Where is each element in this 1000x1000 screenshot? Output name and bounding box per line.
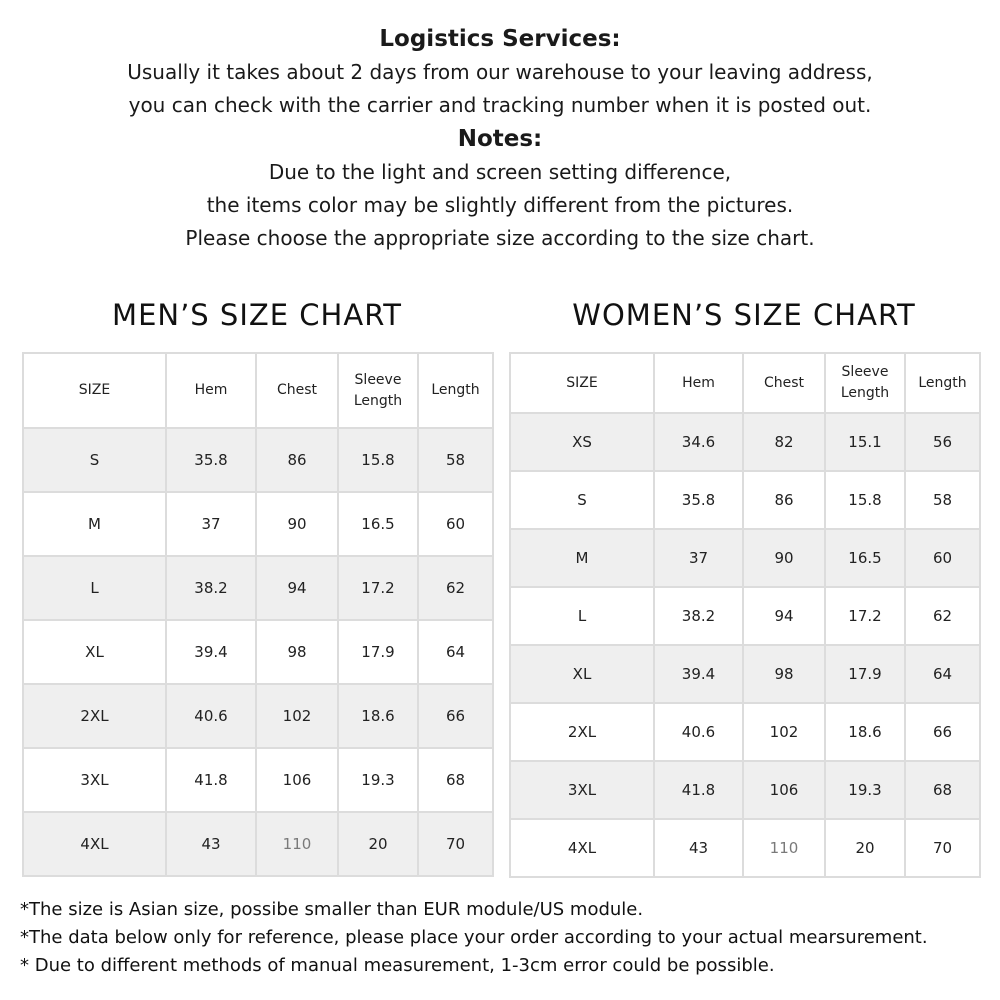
cell-sleeve-length: 16.5 xyxy=(825,529,905,587)
cell-hem: 38.2 xyxy=(166,556,256,620)
cell-length: 70 xyxy=(418,812,493,876)
column-header-text: Chest xyxy=(763,374,805,391)
cell-hem: 43 xyxy=(654,819,743,877)
cell-size: S xyxy=(510,471,654,529)
cell-size: M xyxy=(23,492,166,556)
notes-title: Notes: xyxy=(457,126,543,152)
cell-chest: 98 xyxy=(743,645,825,703)
table-row xyxy=(23,428,493,492)
table-row xyxy=(23,620,493,684)
cell-size: 2XL xyxy=(510,703,654,761)
cell-hem: 37 xyxy=(166,492,256,556)
cell-sleeve-length: 19.3 xyxy=(338,748,418,812)
cell-sleeve-length: 16.5 xyxy=(338,492,418,556)
cell-length: 60 xyxy=(418,492,493,556)
cell-sleeve-length: 20 xyxy=(825,819,905,877)
cell-size: 4XL xyxy=(510,819,654,877)
column-header-text: Length xyxy=(918,374,967,391)
cell-chest: 94 xyxy=(256,556,338,620)
cell-hem: 35.8 xyxy=(166,428,256,492)
column-header-length xyxy=(905,353,980,413)
cell-hem: 43 xyxy=(166,812,256,876)
cell-hem: 39.4 xyxy=(166,620,256,684)
cell-size: L xyxy=(510,587,654,645)
cell-chest: 82 xyxy=(743,413,825,471)
cell-hem: 39.4 xyxy=(654,645,743,703)
cell-length: 56 xyxy=(905,413,980,471)
cell-size: 4XL xyxy=(23,812,166,876)
cell-sleeve-length: 15.8 xyxy=(825,471,905,529)
notes-line-1: Due to the light and screen setting difference, xyxy=(268,160,732,184)
table-row xyxy=(23,748,493,812)
column-header-text: Hem xyxy=(682,374,715,391)
cell-sleeve-length: 17.2 xyxy=(338,556,418,620)
cell-length: 64 xyxy=(418,620,493,684)
notes-line-2: the items color may be slightly different from the pictures. xyxy=(206,193,794,217)
footer-note-2: *The data below only for reference, please place your order according to your actual mearsurement. xyxy=(20,927,928,948)
cell-hem: 35.8 xyxy=(654,471,743,529)
cell-sleeve-length: 19.3 xyxy=(825,761,905,819)
table-row xyxy=(510,471,980,529)
men-size-table xyxy=(22,352,494,877)
cell-length: 66 xyxy=(905,703,980,761)
cell-hem: 41.8 xyxy=(654,761,743,819)
cell-sleeve-length: 15.1 xyxy=(825,413,905,471)
cell-hem: 40.6 xyxy=(166,684,256,748)
column-header-length xyxy=(418,353,493,428)
cell-length: 68 xyxy=(418,748,493,812)
cell-sleeve-length: 20 xyxy=(338,812,418,876)
cell-sleeve-length: 17.2 xyxy=(825,587,905,645)
cell-length: 58 xyxy=(905,471,980,529)
cell-length: 60 xyxy=(905,529,980,587)
cell-sleeve-length: 18.6 xyxy=(338,684,418,748)
logistics-line-2: you can check with the carrier and tracking number when it is posted out. xyxy=(128,93,872,117)
column-header-chest xyxy=(256,353,338,428)
cell-length: 62 xyxy=(418,556,493,620)
column-header-chest xyxy=(743,353,825,413)
notes-line-3: Please choose the appropriate size according to the size chart. xyxy=(185,226,815,250)
column-header-text: Length xyxy=(431,382,480,398)
cell-size: 3XL xyxy=(23,748,166,812)
footer-note-1: *The size is Asian size, possibe smaller than EUR module/US module. xyxy=(20,899,644,920)
table-row xyxy=(510,761,980,819)
table-row xyxy=(510,529,980,587)
cell-size: XS xyxy=(510,413,654,471)
cell-chest: 86 xyxy=(256,428,338,492)
cell-sleeve-length: 15.8 xyxy=(338,428,418,492)
cell-sleeve-length: 17.9 xyxy=(825,645,905,703)
cell-chest: 110 xyxy=(256,812,338,876)
table-header-row xyxy=(23,353,493,428)
cell-size: 2XL xyxy=(23,684,166,748)
table-header-row xyxy=(510,353,980,413)
cell-chest: 90 xyxy=(743,529,825,587)
cell-chest: 86 xyxy=(743,471,825,529)
column-header-sleeve-length xyxy=(338,353,418,428)
footer-notes xyxy=(20,896,990,980)
cell-chest: 106 xyxy=(256,748,338,812)
info-header xyxy=(0,22,1000,255)
cell-chest: 102 xyxy=(743,703,825,761)
cell-length: 70 xyxy=(905,819,980,877)
logistics-line-1: Usually it takes about 2 days from our warehouse to your leaving address, xyxy=(127,60,873,84)
cell-chest: 106 xyxy=(743,761,825,819)
cell-length: 58 xyxy=(418,428,493,492)
column-header-text: SIZE xyxy=(566,374,598,391)
cell-length: 66 xyxy=(418,684,493,748)
women-size-chart-title: WOMEN’S SIZE CHART xyxy=(572,298,916,332)
cell-hem: 40.6 xyxy=(654,703,743,761)
cell-chest: 102 xyxy=(256,684,338,748)
column-header-hem xyxy=(654,353,743,413)
cell-chest: 94 xyxy=(743,587,825,645)
column-header-text: Sleeve xyxy=(354,371,402,388)
table-row xyxy=(23,492,493,556)
cell-chest: 90 xyxy=(256,492,338,556)
column-header-size xyxy=(510,353,654,413)
cell-size: XL xyxy=(23,620,166,684)
table-row xyxy=(510,645,980,703)
cell-size: XL xyxy=(510,645,654,703)
cell-sleeve-length: 18.6 xyxy=(825,703,905,761)
table-row xyxy=(510,703,980,761)
table-row xyxy=(510,587,980,645)
table-row xyxy=(23,812,493,876)
cell-chest: 110 xyxy=(743,819,825,877)
cell-hem: 38.2 xyxy=(654,587,743,645)
logistics-title: Logistics Services: xyxy=(379,26,621,52)
cell-size: S xyxy=(23,428,166,492)
cell-size: 3XL xyxy=(510,761,654,819)
table-row xyxy=(23,684,493,748)
column-header-text: SIZE xyxy=(78,382,111,398)
cell-hem: 41.8 xyxy=(166,748,256,812)
cell-hem: 34.6 xyxy=(654,413,743,471)
cell-hem: 37 xyxy=(654,529,743,587)
column-header-hem xyxy=(166,353,256,428)
cell-sleeve-length: 17.9 xyxy=(338,620,418,684)
column-header-size xyxy=(23,353,166,428)
column-header-text: Chest xyxy=(276,382,318,398)
column-header-sleeve-length xyxy=(825,353,905,413)
column-header-text: Length xyxy=(840,385,890,401)
table-row xyxy=(23,556,493,620)
women-size-table xyxy=(509,352,981,878)
column-header-text: Hem xyxy=(194,382,228,398)
cell-chest: 98 xyxy=(256,620,338,684)
cell-length: 62 xyxy=(905,587,980,645)
column-header-text: Length xyxy=(353,392,403,409)
table-row xyxy=(510,413,980,471)
footer-note-3: * Due to different methods of manual measurement, 1-3cm error could be possible. xyxy=(20,955,775,976)
cell-length: 68 xyxy=(905,761,980,819)
men-size-chart-title: MEN’S SIZE CHART xyxy=(112,298,402,332)
cell-size: L xyxy=(23,556,166,620)
cell-length: 64 xyxy=(905,645,980,703)
cell-size: M xyxy=(510,529,654,587)
table-row xyxy=(510,819,980,877)
column-header-text: Sleeve xyxy=(841,364,889,380)
